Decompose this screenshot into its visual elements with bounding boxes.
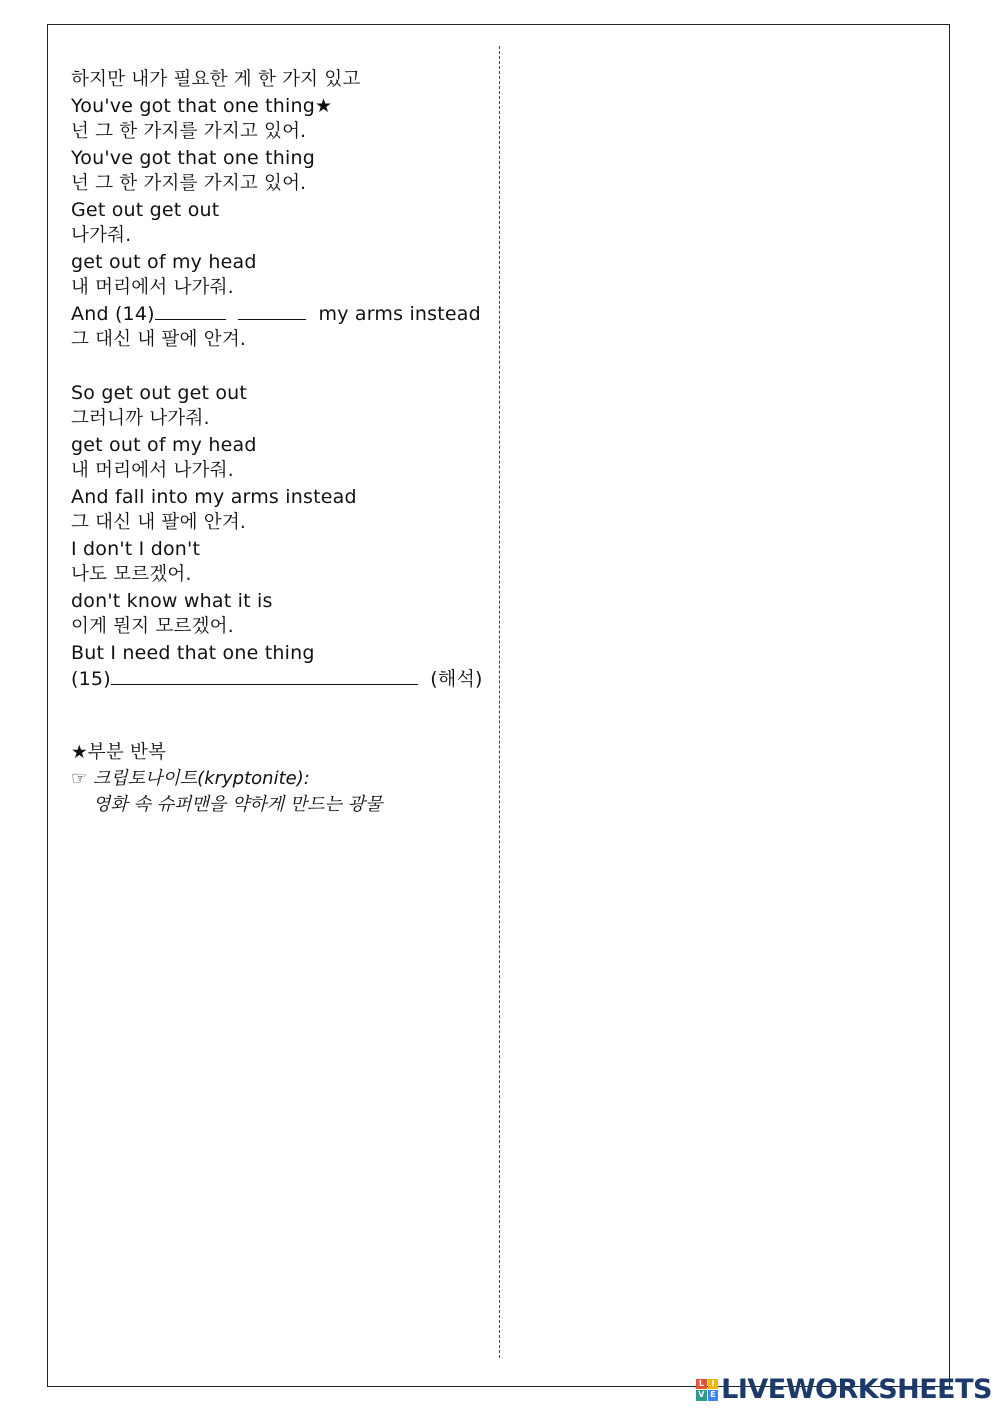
blank-15-suffix: (해석) <box>430 668 483 690</box>
kryptonite-term: ☞ 크립토나이트(kryptonite): <box>71 768 310 789</box>
lyric-line: You've got that one thing <box>71 147 316 169</box>
lyric-line: So get out get out <box>71 382 248 404</box>
lyric-line: But I need that one thing <box>71 642 315 664</box>
lyric-line: get out of my head <box>71 434 257 456</box>
lyrics-column <box>71 67 491 818</box>
lyric-line: 넌 그 한 가지를 가지고 있어. <box>71 173 307 194</box>
lyric-line: I don't I don't <box>71 538 201 560</box>
logo-text: LIVEWORKSHEETS <box>721 1374 992 1405</box>
liveworksheets-logo <box>696 1374 992 1405</box>
kryptonite-definition: 영화 속 슈퍼맨을 약하게 만드는 광물 <box>93 794 383 815</box>
lyric-line: You've got that one thing★ <box>71 95 333 117</box>
lyric-line: don't know what it is <box>71 590 273 612</box>
answer-blank-14a[interactable] <box>155 301 226 320</box>
lyric-line: 나가줘. <box>71 225 132 246</box>
lyric-line: 이게 뭔지 모르겠어. <box>71 616 234 637</box>
blank-14-label: And (14) <box>71 303 155 325</box>
answer-blank-14b[interactable] <box>238 301 306 320</box>
lyric-line: Get out get out <box>71 199 220 221</box>
lyric-line: 하지만 내가 필요한 게 한 가지 있고 <box>71 69 361 90</box>
lyric-line: 넌 그 한 가지를 가지고 있어. <box>71 121 307 142</box>
repeat-note: ★부분 반복 <box>71 742 167 763</box>
lyric-line: 그러니까 나가줘. <box>71 408 210 429</box>
lyric-line-blank-15 <box>71 666 491 692</box>
blank-15-label: (15) <box>71 668 111 690</box>
blank-14-suffix: my arms instead <box>318 303 481 325</box>
lyric-line: 내 머리에서 나가줘. <box>71 277 234 298</box>
lyric-line: 그 대신 내 팔에 안겨. <box>71 512 246 533</box>
logo-mark-icon: L I V E <box>696 1379 718 1401</box>
lyric-line: 내 머리에서 나가줘. <box>71 460 234 481</box>
lyric-line: 그 대신 내 팔에 안겨. <box>71 329 246 350</box>
answer-blank-15[interactable] <box>111 666 418 685</box>
lyric-line: get out of my head <box>71 251 257 273</box>
lyric-line: 나도 모르겠어. <box>71 564 192 585</box>
lyric-line: And fall into my arms instead <box>71 486 357 508</box>
column-divider <box>499 46 500 1358</box>
lyric-line-blank-14 <box>71 301 491 327</box>
